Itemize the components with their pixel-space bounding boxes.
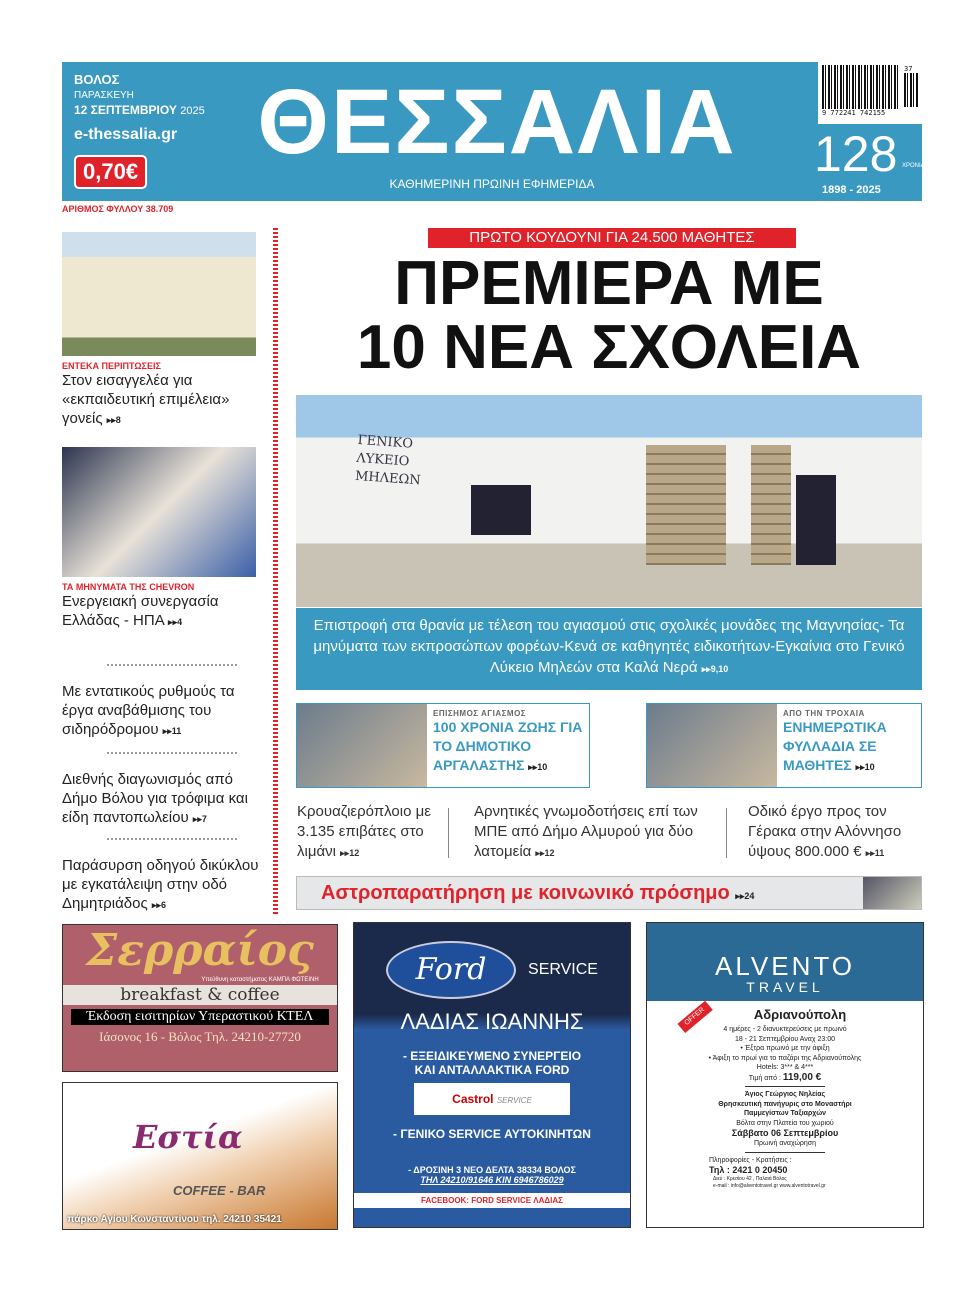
story-title: Ενεργειακή συνεργασία Ελλάδας - ΗΠΑ — [62, 593, 219, 629]
brief-2[interactable] — [474, 802, 714, 863]
sidebar-story-2[interactable] — [62, 582, 262, 632]
sub-title: 100 ΧΡΟΝΙΑ ΖΩΗΣ ΓΙΑ ΤΟ ΔΗΜΟΤΙΚΟ ΑΡΓΑΛΑΣΤΗΣ — [433, 719, 583, 773]
banner-story[interactable] — [296, 876, 922, 910]
page-ref: ▸▸7 — [192, 814, 207, 824]
ad-l5: Hotels: 3*** & 4*** — [756, 1064, 814, 1071]
ad-info: Πληροφορίες - Κρατήσεις : — [709, 1156, 792, 1164]
ad-line-2: ΚΑΙ ΑΝΤΑΛΛΑΚΤΙΚΑ FORD — [414, 1063, 570, 1077]
ford-logo: Ford — [386, 941, 516, 999]
ad-alvento[interactable] — [646, 922, 924, 1228]
ad-e3: Παμμεγίστων Ταξιαρχών — [744, 1110, 826, 1117]
divider — [107, 752, 237, 754]
ad-facebook: FACEBOOK: FORD SERVICE ΛΑΔΙΑΣ — [354, 1193, 630, 1208]
castrol-name: Castrol — [452, 1092, 494, 1106]
page-ref: ▸▸8 — [106, 415, 121, 425]
window — [471, 485, 531, 535]
stone-pillar — [646, 445, 726, 565]
column-divider — [273, 228, 278, 914]
story-title: Παράσυρση οδηγού δικύκλου με εγκατάλειψη στην οδό Δημητριάδος — [62, 857, 259, 912]
ad-address: - ΔΡΟΣΙΝΗ 3 ΝΕΟ ΔΕΛΤΑ 38334 ΒΟΛΟΣ — [408, 1165, 576, 1175]
page-ref: ▸▸24 — [735, 891, 755, 901]
story-title: Με εντατικούς ρυθμούς τα έργα αναβάθμισης του σιδηρόδρομου — [62, 683, 235, 738]
ad-type: COFFEE - BAR — [173, 1183, 266, 1198]
ad-e5: Σάββατο 06 Σεπτεμβρίου — [731, 1128, 839, 1138]
ad-manager: Υπεύθυνη καταστήματος ΚΑΜΠΑ ΦΩΤΕΙΝΗ — [201, 977, 319, 983]
website-link[interactable]: e-thessalia.gr — [74, 126, 178, 143]
ad-addr: Διεύ : Κρεσίου 42 , Παλαιά Βόλος — [713, 1176, 787, 1182]
ad-owner: ΛΑΔΙΑΣ ΙΩΑΝΝΗΣ — [400, 1009, 584, 1034]
meeting-photo — [62, 447, 256, 577]
ad-phones: ΤΗΛ 24210/91646 ΚΙΝ 6946786029 — [420, 1175, 564, 1185]
ad-ford[interactable] — [353, 922, 631, 1228]
headline-line-1: ΠΡΕΜΙΕΡΑ ΜΕ — [394, 249, 824, 318]
newspaper-logo: ΘΕΣΣΑΛΙΑ — [257, 71, 737, 173]
tagline: ΚΑΘΗΜΕΡΙΝΗ ΠΡΩΙΝΗ ΕΦΗΜΕΡΙΔΑ — [389, 177, 595, 191]
divider — [107, 664, 237, 666]
brief-title: Κρουαζιερόπλοιο με 3.135 επιβάτες στο λιμάνι — [297, 803, 431, 860]
banner-photo — [863, 877, 921, 909]
price-label: Τιμή από : — [748, 1074, 781, 1082]
story-title: Διεθνής διαγωνισμός από Δήμο Βόλου για τρόφιμα και είδη παντοπωλείου — [62, 771, 248, 826]
years-span: 1898 - 2025 — [822, 184, 881, 196]
page-ref: ▸▸12 — [340, 848, 360, 858]
brief-title: Αρνητικές γνωμοδοτήσεις επί των ΜΠΕ από Δήμο Αλμυρού για δύο λατομεία — [474, 803, 698, 860]
price-badge: 0,70€ — [74, 155, 147, 189]
headline-line-2: 10 ΝΕΑ ΣΧΟΛΕΙΑ — [356, 313, 862, 382]
divider — [745, 1086, 825, 1087]
ad-brand-sub: TRAVEL — [746, 979, 824, 995]
page-ref: ▸▸9,10 — [701, 664, 729, 674]
ad-destination: Αδριανούπολη — [753, 1007, 847, 1022]
ad-price: 119,00 € — [782, 1071, 822, 1083]
ad-tickets: Έκδοση εισιτηρίων Υπεραστικού ΚΤΕΛ — [71, 1009, 329, 1025]
addon-bars — [904, 73, 918, 107]
barcode-number: 9 772241 742155 — [822, 109, 886, 117]
years-label: ΧΡΟΝΙΑ — [902, 163, 925, 169]
ad-e2: Θρησκευτική πανήγυρις στο Μοναστήρι — [718, 1100, 852, 1108]
ad-web: e-mail : info@alventotravel.gr www.alventotravel.gr — [713, 1183, 826, 1189]
story-kicker: ΤΑ ΜΗΝΥΜΑΤΑ ΤΗΣ CHEVRON — [62, 582, 195, 592]
ad-l4: • Άφιξη το πρωί για το παζάρι της Αδριανούπολης — [708, 1054, 862, 1062]
city: ΒΟΛΟΣ — [74, 72, 120, 87]
sub-kicker: ΑΠΟ ΤΗΝ ΤΡΟΧΑΙΑ — [783, 709, 865, 718]
lead-caption — [296, 608, 922, 690]
door — [796, 475, 836, 565]
barcode-bars — [822, 65, 900, 109]
ad-e6: Πρωινή αναχώρηση — [753, 1140, 817, 1147]
page-ref: ▸▸4 — [168, 617, 183, 627]
ad-e4: Βόλτα στην Πλατεία του χωριού — [736, 1119, 834, 1127]
year: 2025 — [180, 105, 205, 117]
divider — [448, 808, 449, 858]
divider — [726, 808, 727, 858]
castrol-logo — [414, 1083, 570, 1115]
weekday: ΠΑΡΑΣΚΕΥΗ — [74, 90, 134, 101]
years-number: 128 — [814, 126, 898, 182]
school-photo — [296, 395, 922, 607]
offer-ribbon: OFFER — [677, 1001, 712, 1033]
page-ref: ▸▸6 — [151, 900, 166, 910]
stone-pillar — [751, 445, 791, 565]
page-ref: ▸▸12 — [535, 848, 555, 858]
blessing-photo — [297, 704, 427, 787]
sub-kicker: ΕΠΙΣΗΜΟΣ ΑΓΙΑΣΜΟΣ — [433, 709, 527, 718]
page-ref: ▸▸11 — [865, 848, 885, 858]
ad-brand: ALVENTO — [715, 951, 855, 981]
barcode-addon: 37 — [904, 65, 913, 73]
anniversary-years — [814, 126, 925, 182]
sidebar-story-1[interactable] — [62, 361, 262, 430]
ad-line-3: - ΓΕΝΙΚΟ SERVICE ΑΥΤΟΚΙΝΗΤΩΝ — [393, 1127, 591, 1141]
divider — [745, 1152, 825, 1153]
sidebar-story-4[interactable] — [62, 752, 262, 829]
sidebar-story-5[interactable] — [62, 838, 262, 915]
castrol-service: SERVICE — [496, 1096, 532, 1105]
brief-title: Οδικό έργο προς τον Γέρακα στην Αλόννησο ύψους 800.000 € — [748, 803, 902, 860]
sub-story-2[interactable] — [646, 703, 922, 788]
story-kicker: ΕΝΤΕΚΑ ΠΕΡΙΠΤΩΣΕΙΣ — [62, 361, 161, 371]
ad-estia[interactable] — [62, 1082, 338, 1230]
students-photo — [647, 704, 777, 787]
ad-brand: Εστία — [133, 1118, 243, 1156]
ad-e1: Άγιος Γεώργιος Νηλείας — [744, 1091, 826, 1098]
lead-headline[interactable] — [296, 249, 922, 382]
page-ref: ▸▸10 — [855, 762, 875, 772]
school-sign: ΓΕΝΙΚΟ ΛΥΚΕΙΟ ΜΗΛΕΩΝ — [354, 432, 422, 489]
lead-kicker: ΠΡΩΤΟ ΚΟΥΔΟΥΝΙ ΓΙΑ 24.500 ΜΑΘΗΤΕΣ — [428, 228, 796, 248]
ad-address: πάρκο Αγίου Κωνσταντίνου τηλ. 24210 35421 — [67, 1214, 282, 1225]
courthouse-photo — [62, 232, 256, 356]
page-ref: ▸▸11 — [162, 726, 182, 736]
ad-slogan: breakfast & coffee — [63, 985, 337, 1005]
ad-brand: Σερραίος — [86, 925, 314, 976]
alvento-header — [647, 923, 923, 1001]
masthead — [62, 62, 925, 201]
ad-l3: • Έξτρα πρωινό με την άφιξη — [740, 1045, 830, 1052]
brief-1[interactable] — [297, 802, 437, 863]
banner-title: Αστροπαρατήρηση με κοινωνικό πρόσημο — [321, 882, 730, 904]
ad-l2: 18 - 21 Σεπτεμβρίου Αναχ 23:00 — [734, 1035, 835, 1043]
barcode — [818, 62, 922, 124]
ad-phone: Τηλ : 2421 0 20450 — [709, 1165, 788, 1175]
ad-serraios[interactable] — [62, 924, 338, 1072]
ad-address: Ιάσονος 16 - Βόλος Τηλ. 24210-27720 — [99, 1029, 301, 1044]
sub-title: ΕΝΗΜΕΡΩΤΙΚΑ ΦΥΛΛΑΔΙΑ ΣΕ ΜΑΘΗΤΕΣ — [783, 719, 887, 773]
ad-service: SERVICE — [528, 961, 598, 978]
sidebar-story-3[interactable] — [62, 664, 262, 741]
date — [74, 103, 205, 117]
ad-l1: 4 ημέρες - 2 διανυκτερεύσεις με πρωινό — [723, 1026, 847, 1033]
divider — [107, 838, 237, 840]
date-text: 12 ΣΕΠΤΕΜΒΡΙΟΥ — [74, 103, 177, 117]
sub-story-1[interactable] — [296, 703, 590, 788]
issue-number: ΑΡΙΘΜΟΣ ΦΥΛΛΟΥ 38.709 — [62, 204, 174, 214]
story-title: Στον εισαγγελέα για «εκπαιδευτική επιμέλεια» γονείς — [62, 372, 230, 427]
caption-text: Επιστροφή στα θρανία με τέλεση του αγιασμού στις σχολικές μονάδες της Μαγνησίας- Τα μηνύματα των εκπροσώπων φορέων-Κενά σε καθηγητές ειδικοτήτων-Εγκαίνια στο Γενικό Λύκειο Μηλεών στα Καλά Νερά — [313, 617, 905, 676]
ad-line-1: - ΕΞΕΙΔΙΚΕΥΜΕΝΟ ΣΥΝΕΡΓΕΙΟ — [402, 1049, 582, 1063]
brief-3[interactable] — [748, 802, 924, 863]
page-ref: ▸▸10 — [528, 762, 548, 772]
